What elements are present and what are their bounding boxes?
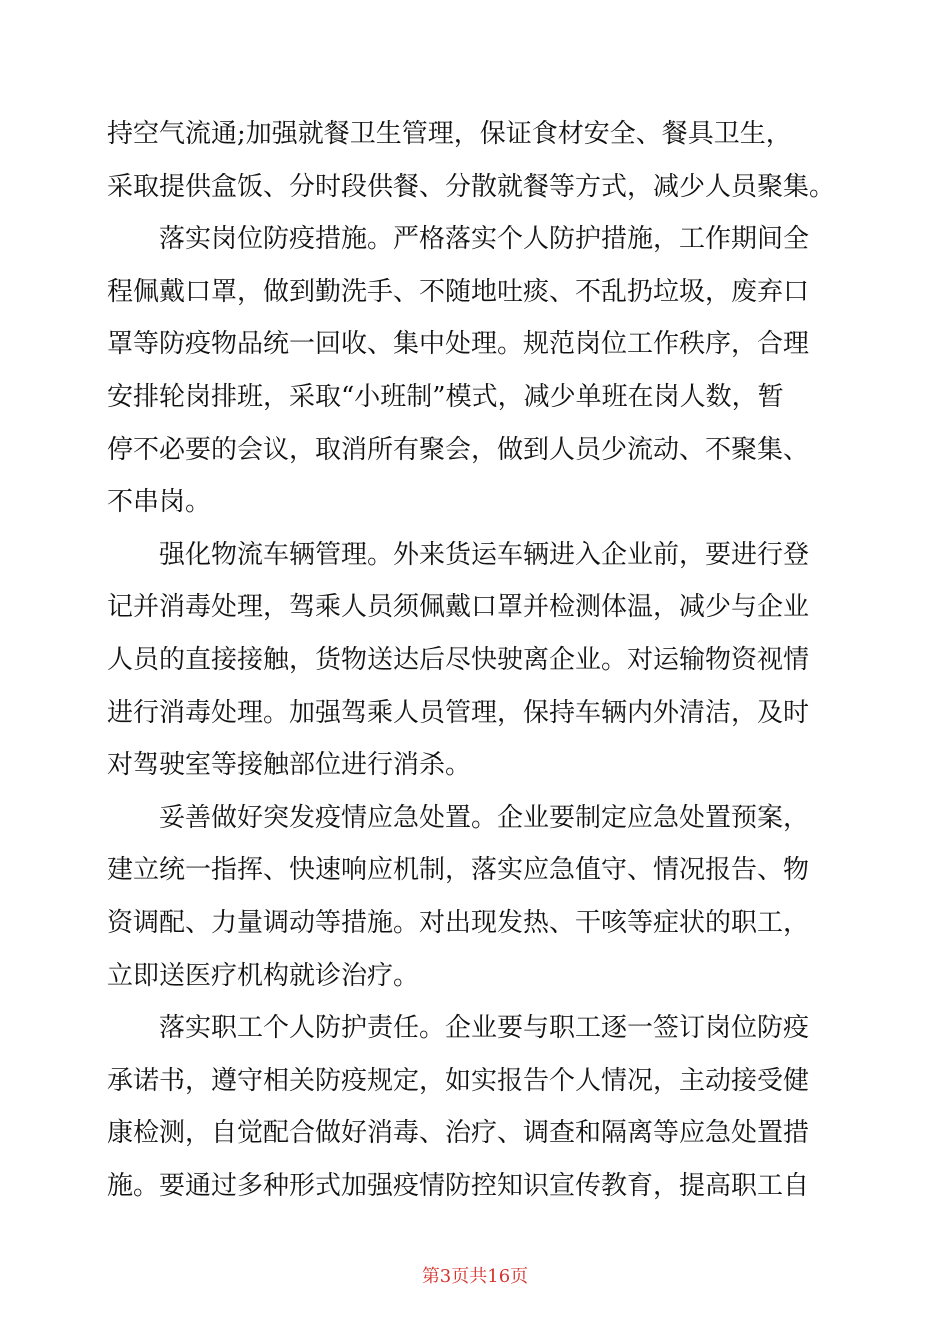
text-line: 不串岗。 — [107, 487, 212, 518]
text-line: 罩等防疫物品统一回收、集中处理。规范岗位工作秩序，合理 — [107, 329, 810, 360]
text-line: 立即送医疗机构就诊治疗。 — [107, 960, 420, 991]
text-line: 承诺书，遵守相关防疫规定，如实报告个人情况，主动接受健 — [107, 1065, 810, 1096]
text-line: 落实岗位防疫措施。严格落实个人防护措施，工作期间全 — [107, 224, 810, 255]
text-line: 进行消毒处理。加强驾乘人员管理，保持车辆内外清洁，及时 — [107, 697, 810, 728]
text-line: 建立统一指挥、快速响应机制，落实应急值守、情况报告、物 — [107, 855, 810, 886]
text-line: 资调配、力量调动等措施。对出现发热、干咳等症状的职工， — [107, 907, 810, 938]
text-line: 持空气流通;加强就餐卫生管理，保证食材安全、餐具卫生， — [107, 119, 792, 149]
text-line: 康检测，自觉配合做好消毒、治疗、调查和隔离等应急处置措 — [107, 1118, 810, 1149]
text-line: 采取提供盒饭、分时段供餐、分散就餐等方式，减少人员聚集。 — [107, 171, 836, 202]
text-line: 强化物流车辆管理。外来货运车辆进入企业前，要进行登 — [107, 539, 810, 570]
text-line: 人员的直接接触，货物送达后尽快驶离企业。对运输物资视情 — [107, 644, 810, 675]
text-line: 程佩戴口罩，做到勤洗手、不随地吐痰、不乱扔垃圾，废弃口 — [107, 276, 810, 307]
text-line: 安排轮岗排班，采取“小班制”模式，减少单班在岗人数，暂 — [107, 381, 784, 412]
text-line: 记并消毒处理，驾乘人员须佩戴口罩并检测体温，减少与企业 — [107, 592, 810, 623]
text-line: 停不必要的会议，取消所有聚会，做到人员少流动、不聚集、 — [107, 434, 810, 465]
text-line: 妥善做好突发疫情应急处置。企业要制定应急处置预案， — [107, 802, 810, 833]
body-text — [107, 108, 847, 1212]
text-line: 落实职工个人防护责任。企业要与职工逐一签订岗位防疫 — [107, 1013, 810, 1044]
text-line: 施。要通过多种形式加强疫情防控知识宣传教育，提高职工自 — [107, 1170, 810, 1201]
text-line: 对驾驶室等接触部位进行消杀。 — [107, 750, 472, 781]
page-number-footer: 第3页共16页 — [421, 1266, 529, 1287]
